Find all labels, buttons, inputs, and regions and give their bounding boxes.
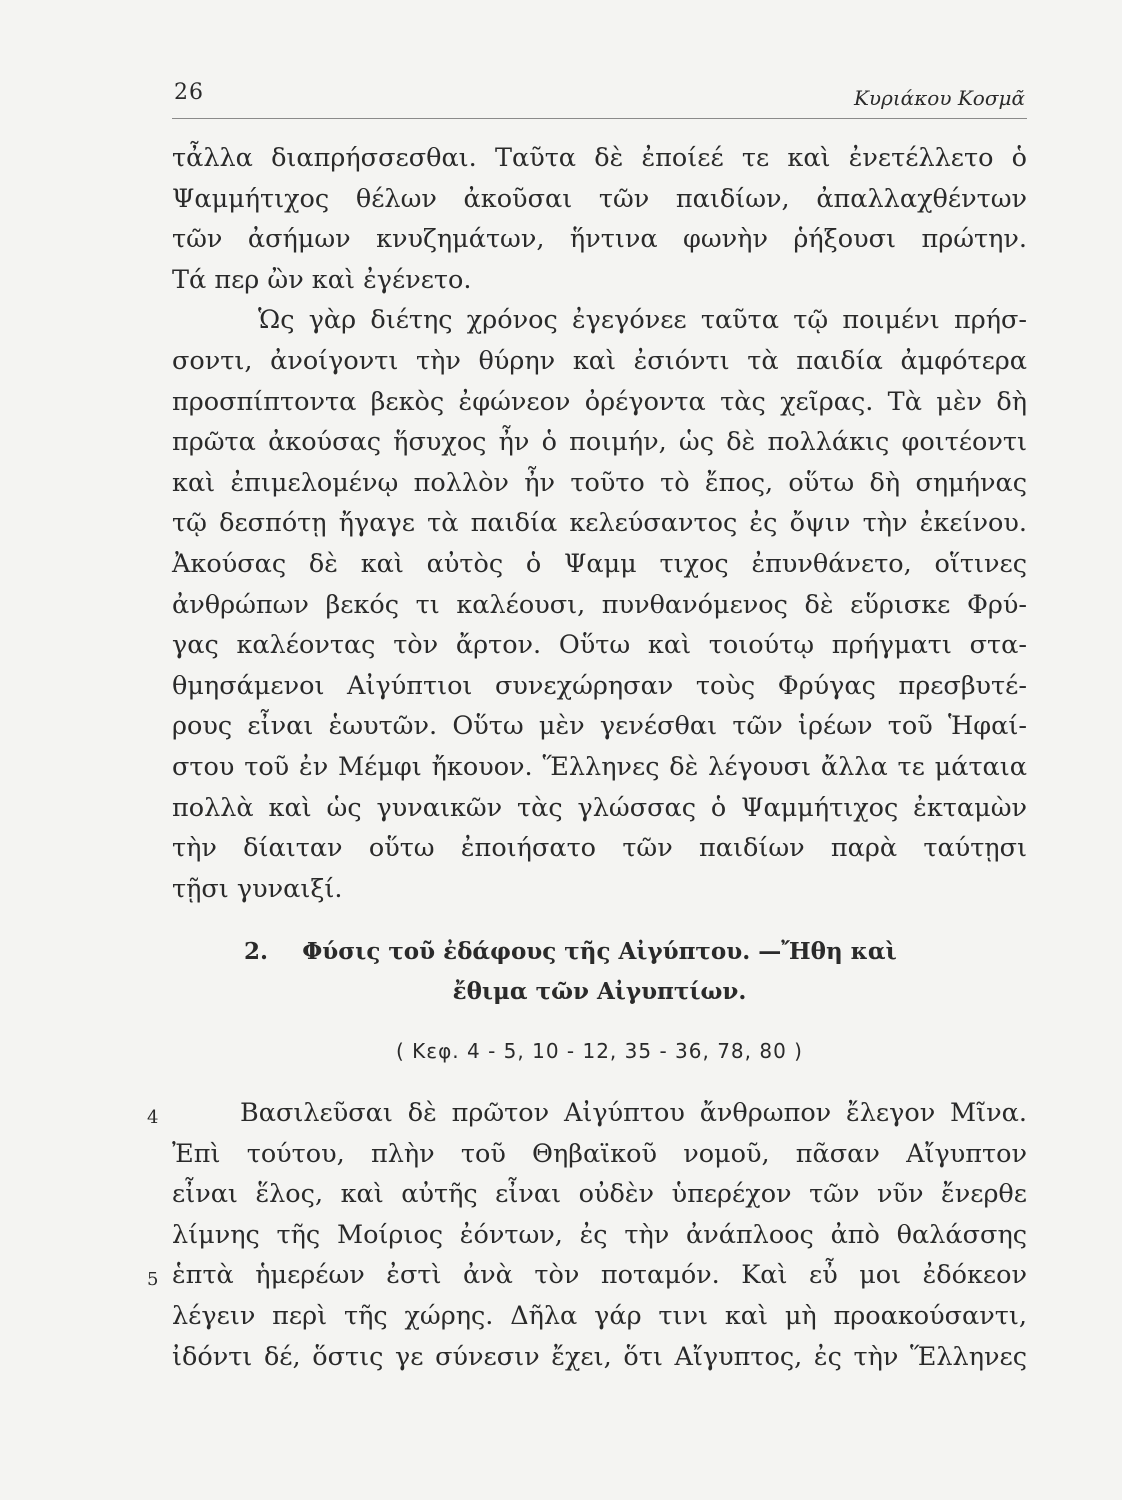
text-line: Ὡς γὰρ διέτης χρόνος ἐγεγόνεε ταῦτα τῷ ποιμένι πρήσ-: [258, 305, 1027, 336]
text-line: θμησάμενοι Αἰγύπτιοι συνεχώρησαν τοὺς Φρύγας πρεσβυτέ-: [172, 670, 1027, 701]
page-header: [172, 78, 1027, 119]
chapter-references: ( Κεφ. 4 - 5, 10 - 12, 35 - 36, 78, 80 ): [396, 1039, 803, 1063]
section-2-text: [147, 1093, 1027, 1377]
margin-number: 5: [147, 1269, 159, 1290]
text-line: Ἀκούσας δὲ καὶ αὐτὸς ὁ Ψαμμ τιχος ἐπυνθάνετο, οἵτινες: [172, 548, 1027, 579]
running-head: Κυριάκου Κοσμᾶ: [853, 86, 1025, 110]
section-number: 2.: [244, 938, 269, 965]
text-line: Τά περ ὢν καὶ ἐγένετο.: [172, 264, 472, 295]
text-line: ἰδόντι δέ, ὅστις γε σύνεσιν ἔχει, ὅτι Αἴγυπτος, ἐς τὴν Ἕλληνες: [172, 1341, 1027, 1372]
section-heading: [172, 938, 1027, 965]
text-line: στου τοῦ ἐν Μέμφι ἤκουον. Ἕλληνες δὲ λέγουσι ἄλλα τε μάταια: [172, 751, 1027, 782]
text-line: Ψαμμήτιχος θέλων ἀκοῦσαι τῶν παιδίων, ἀπαλλαχθέντων: [172, 183, 1027, 214]
page-number: 26: [174, 80, 204, 105]
margin-number: 4: [147, 1107, 159, 1128]
text-line: πολλὰ καὶ ὡς γυναικῶν τὰς γλώσσας ὁ Ψαμμήτιχος ἐκταμὼν: [172, 792, 1027, 823]
section-heading-line-1: Φύσις τοῦ ἐδάφους τῆς Αἰγύπτου. —Ἤθη καὶ: [302, 938, 897, 965]
text-line: καὶ ἐπιμελομένῳ πολλὸν ἦν τοῦτο τὸ ἔπος, οὕτω δὴ σημήνας: [172, 467, 1027, 498]
body-text: [172, 138, 1027, 909]
text-line: σοντι, ἀνοίγοντι τὴν θύρην καὶ ἐσιόντι τὰ παιδία ἀμφότερα: [172, 345, 1027, 376]
text-line: λίμνης τῆς Μοίριος ἐόντων, ἐς τὴν ἀνάπλοος ἀπὸ θαλάσσης: [172, 1219, 1027, 1250]
section-heading-line-2: ἔθιμα τῶν Αἰγυπτίων.: [452, 978, 747, 1005]
text-line: ἑπτὰ ἡμερέων ἐστὶ ἀνὰ τὸν ποταμόν. Καὶ εὖ μοι ἐδόκεον: [172, 1260, 1027, 1291]
text-line: τἆλλα διαπρήσσεσθαι. Ταῦτα δὲ ἐποίεέ τε καὶ ἐνετέλλετο ὁ: [172, 143, 1027, 173]
text-line: ρους εἶναι ἑωυτῶν. Οὕτω μὲν γενέσθαι τῶν ἱρέων τοῦ Ἡφαί-: [172, 711, 1027, 742]
text-line: προσπίπτοντα βεκὸς ἐφώνεον ὀρέγοντα τὰς χεῖρας. Τὰ μὲν δὴ: [172, 386, 1027, 417]
text-line: Ἐπὶ τούτου, πλὴν τοῦ Θηβαϊκοῦ νομοῦ, πᾶσαν Αἴγυπτον: [172, 1138, 1027, 1169]
text-line: λέγειν περὶ τῆς χώρης. Δῆλα γάρ τινι καὶ μὴ προακούσαντι,: [172, 1300, 1027, 1331]
text-line: εἶναι ἕλος, καὶ αὐτῆς εἶναι οὐδὲν ὑπερέχον τῶν νῦν ἔνερθε: [172, 1179, 1027, 1210]
text-line: ἀνθρώπων βεκός τι καλέουσι, πυνθανόμενος δὲ εὕρισκε Φρύ-: [172, 589, 1027, 620]
text-line: τῇσι γυναιξί.: [172, 873, 343, 904]
text-line: πρῶτα ἀκούσας ἥσυχος ἦν ὁ ποιμήν, ὡς δὲ πολλάκις φοιτέοντι: [172, 427, 1027, 458]
text-line: τῷ δεσπότῃ ἤγαγε τὰ παιδία κελεύσαντος ἐς ὄψιν τὴν ἐκείνου.: [172, 508, 1027, 539]
text-line: τῶν ἀσήμων κνυζημάτων, ἥντινα φωνὴν ῥήξουσι πρώτην.: [172, 224, 1027, 255]
text-line: γας καλέοντας τὸν ἄρτον. Οὕτω καὶ τοιούτῳ πρήγματι στα-: [172, 630, 1027, 661]
text-line: τὴν δίαιταν οὕτω ἐποιήσατο τῶν παιδίων παρὰ ταύτῃσι: [172, 833, 1027, 864]
text-line: Βασιλεῦσαι δὲ πρῶτον Αἰγύπτου ἄνθρωπον ἔλεγον Μῖνα.: [240, 1098, 1027, 1128]
